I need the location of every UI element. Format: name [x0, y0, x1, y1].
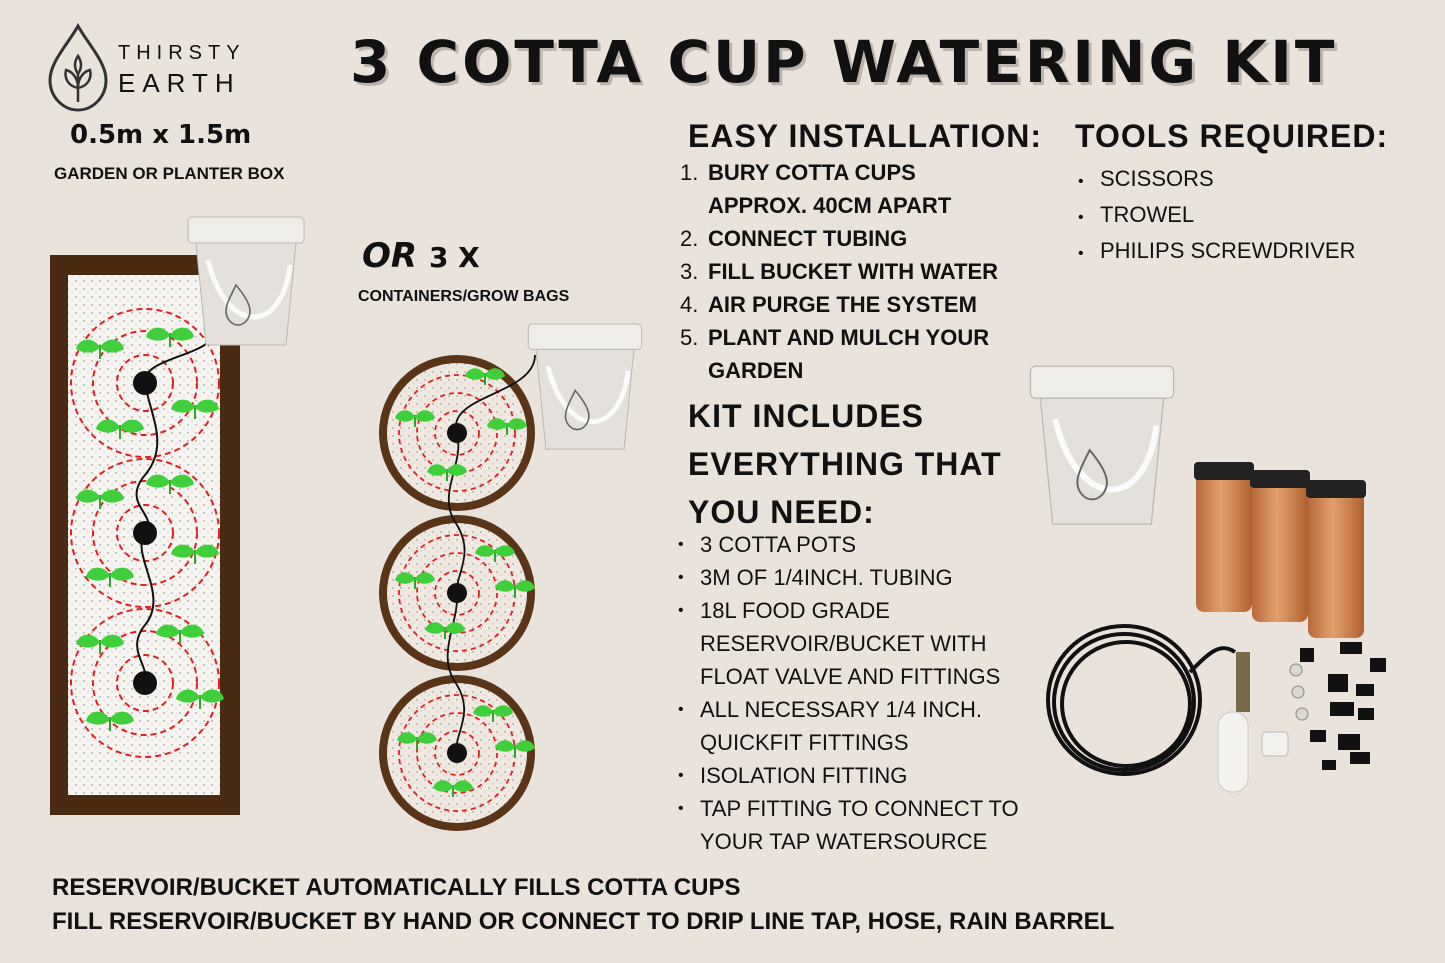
garden-subtitle: GARDEN OR PLANTER BOX [54, 164, 285, 183]
list-item: 1. BURY COTTA CUPS APPROX. 40CM APART [680, 160, 952, 218]
list-item: • ISOLATION FITTING [678, 759, 1058, 792]
installation-title: EASY INSTALLATION: [688, 118, 1042, 154]
installation-steps [680, 156, 1028, 387]
reservoir-bucket-icon [186, 215, 306, 350]
kit-items-list [678, 528, 1058, 858]
list-item: 3. FILL BUCKET WITH WATER [680, 259, 999, 284]
brand-name-line2: EARTH [118, 68, 241, 98]
list-item: • SCISSORS [1078, 162, 1356, 198]
containers-subtitle: CONTAINERS/GROW BAGS [358, 288, 570, 305]
list-item: • 3 COTTA POTS [678, 528, 1058, 561]
tubing-and-fittings-product-image [1040, 612, 1400, 798]
list-item: 5. PLANT AND MULCH YOUR GARDEN [680, 325, 990, 383]
list-item: • PHILIPS SCREWDRIVER [1078, 234, 1356, 270]
page-title: 3 COTTA CUP WATERING KIT [350, 28, 1338, 96]
reservoir-bucket-icon [526, 322, 644, 454]
list-item: • TAP FITTING TO CONNECT TO YOUR TAP WATERSOURCE [678, 792, 1058, 858]
kit-title: KIT INCLUDES EVERYTHING THAT YOU NEED: [688, 398, 1002, 530]
grow-bags-illustration [375, 345, 545, 835]
garden-dimensions: 0.5m x 1.5m [70, 120, 252, 150]
or-word: OR [362, 236, 418, 276]
container-count: 3 X [428, 241, 480, 274]
alternative-label [362, 236, 480, 276]
list-item: • 18L FOOD GRADE RESERVOIR/BUCKET WITH FLOAT VALVE AND FITTINGS [678, 594, 1058, 693]
reservoir-bucket-product-image [1028, 362, 1176, 532]
tools-list [1078, 162, 1356, 270]
list-item: 4. AIR PURGE THE SYSTEM [680, 292, 977, 317]
footer-line-2: FILL RESERVOIR/BUCKET BY HAND OR CONNECT TO DRIP LINE TAP, HOSE, RAIN BARREL [52, 908, 1115, 935]
brand-name-line1: THIRSTY [118, 42, 246, 64]
list-item: • ALL NECESSARY 1/4 INCH. QUICKFIT FITTINGS [678, 693, 1058, 759]
list-item: • TROWEL [1078, 198, 1356, 234]
thirsty-earth-logo-icon [44, 22, 112, 114]
tools-title: TOOLS REQUIRED: [1075, 118, 1389, 154]
list-item: • 3M OF 1/4INCH. TUBING [678, 561, 1058, 594]
list-item: 2. CONNECT TUBING [680, 226, 908, 251]
footer-line-1: RESERVOIR/BUCKET AUTOMATICALLY FILLS COTTA CUPS [52, 874, 741, 901]
